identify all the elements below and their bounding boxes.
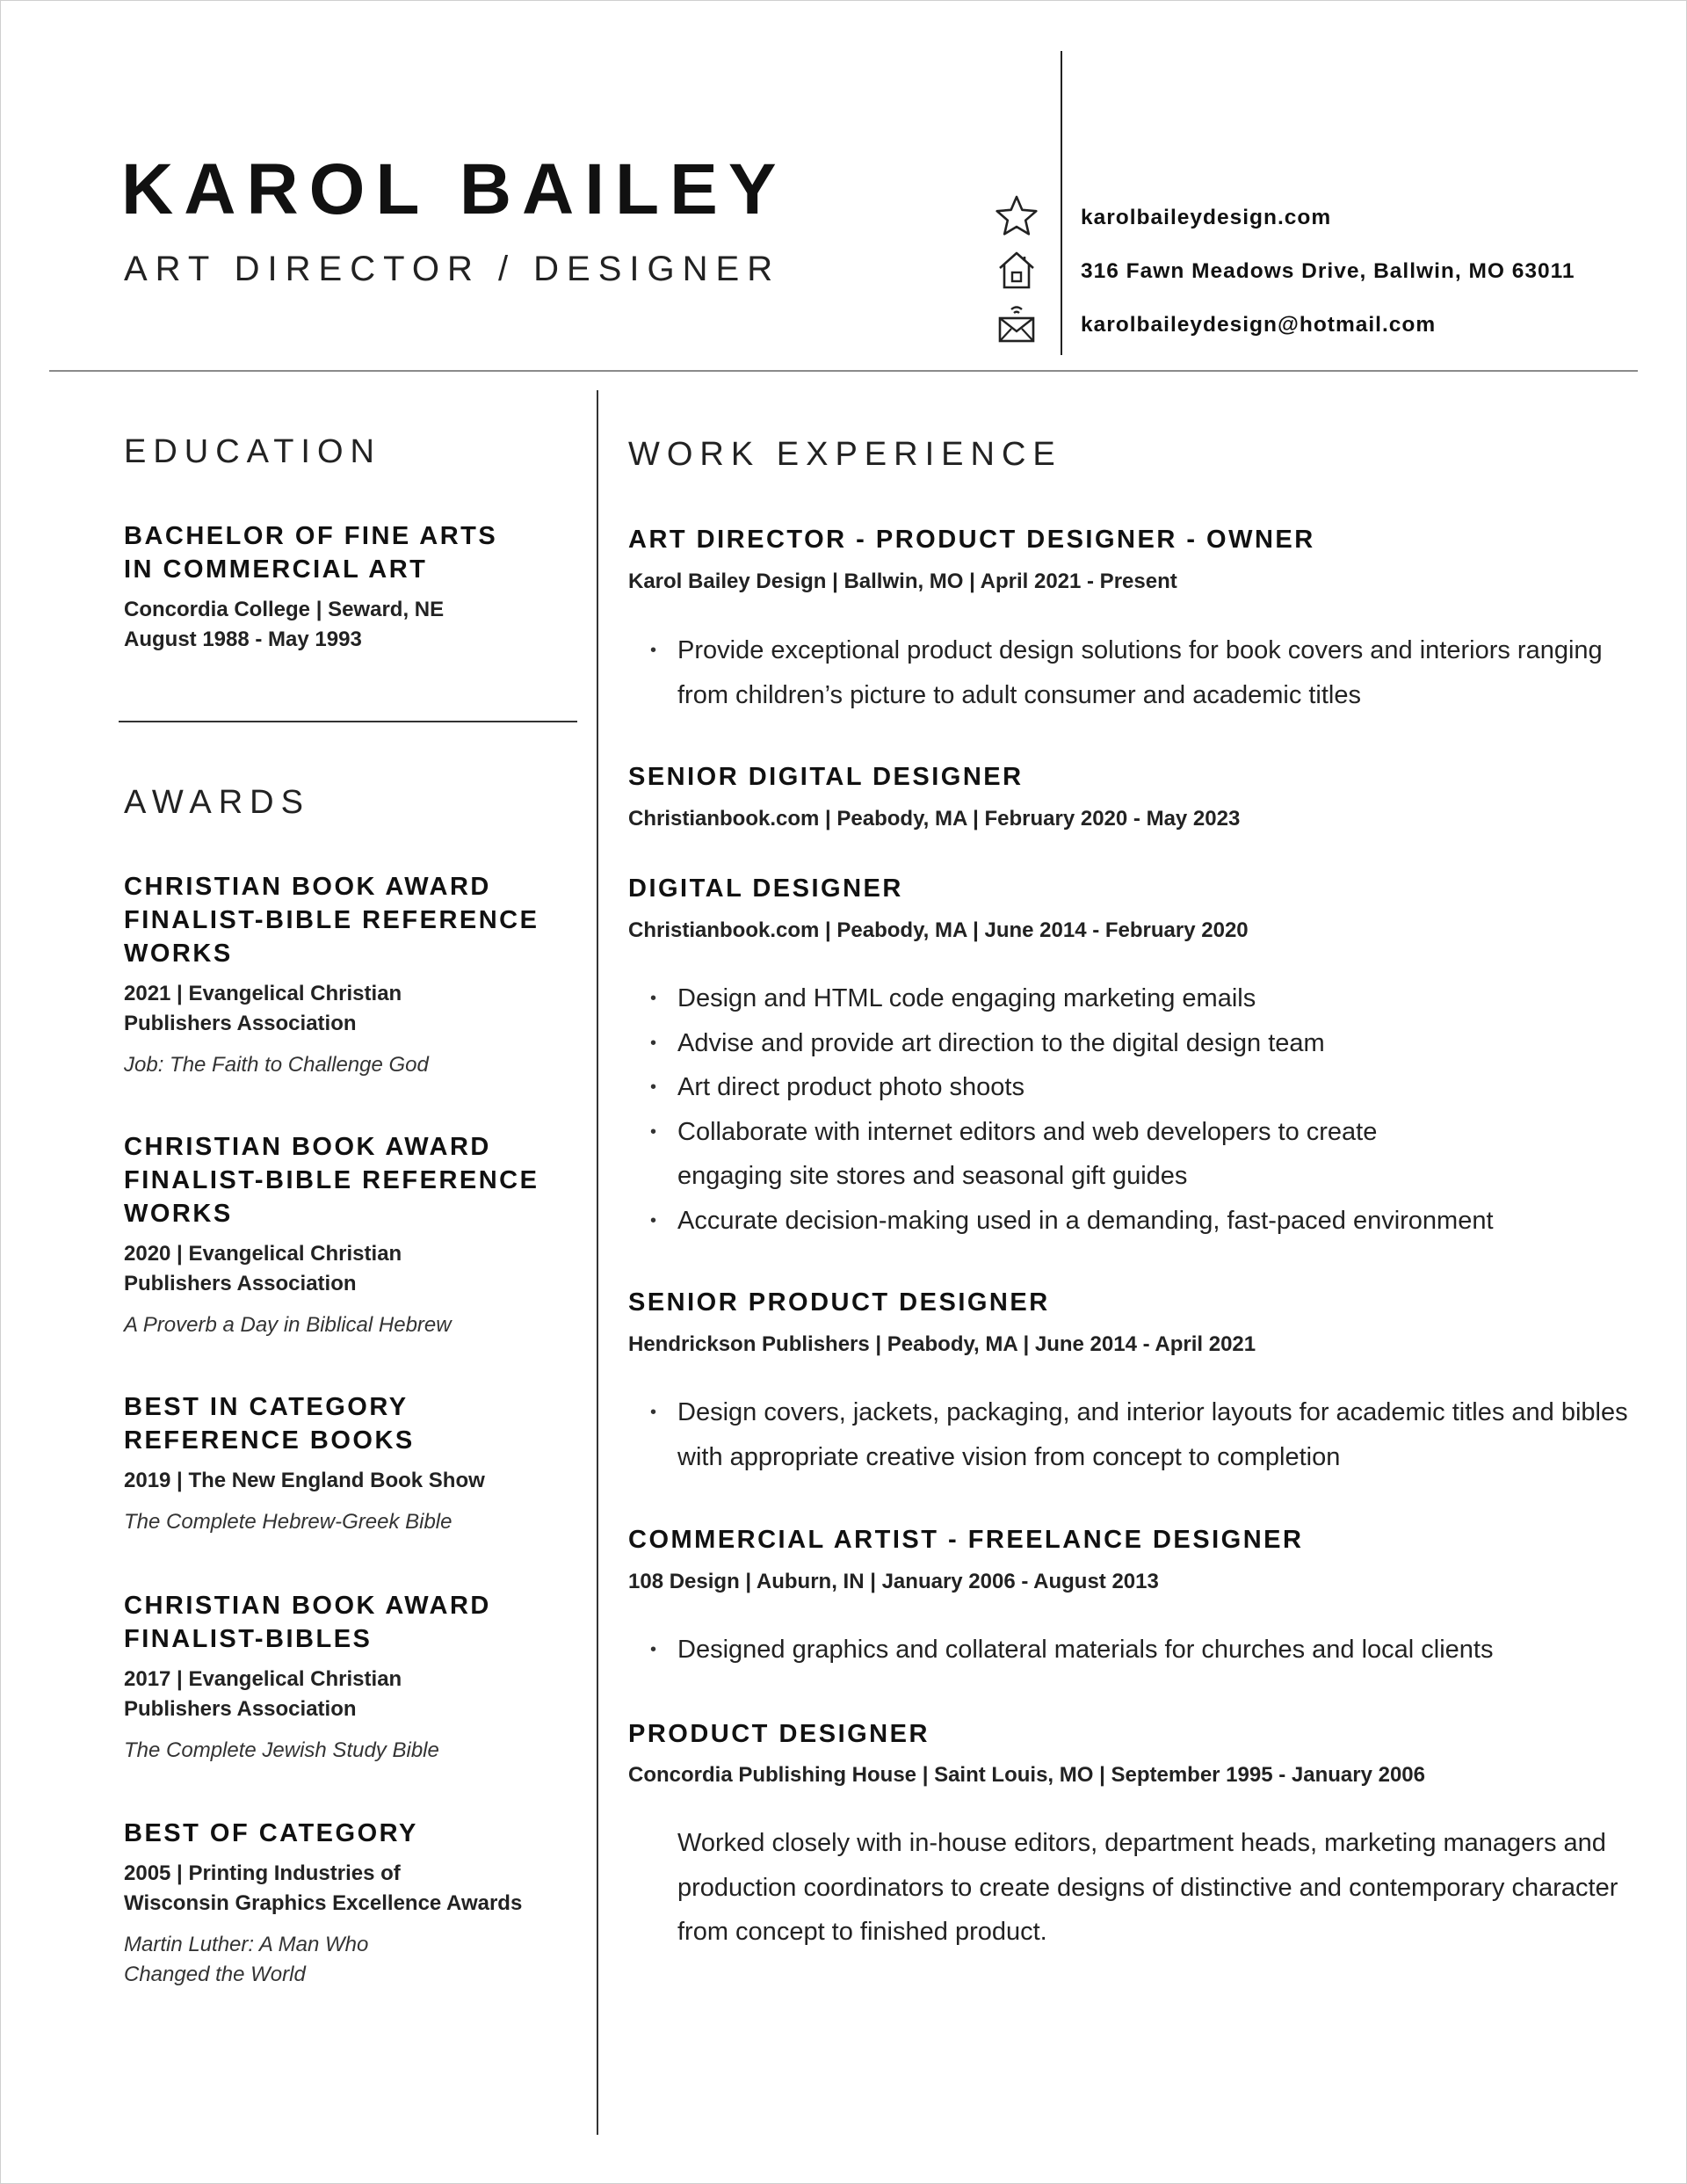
job-meta: Karol Bailey Design | Ballwin, MO | April 2021 - Present (628, 570, 1177, 593)
award-meta: Publishers Association (124, 1272, 357, 1295)
job-bullet: • Design and HTML code engaging marketing emails (650, 976, 1634, 1021)
candidate-name: KAROL BAILEY (121, 149, 787, 229)
job-bullets (650, 1628, 1634, 1672)
degree-line-1: BACHELOR OF FINE ARTS (124, 522, 498, 550)
home-icon (993, 246, 1040, 294)
job-title: COMMERCIAL ARTIST - FREELANCE DESIGNER (628, 1526, 1304, 1554)
award-title-line: FINALIST-BIBLE REFERENCE (124, 1166, 539, 1194)
job-bullet: • Collaborate with internet editors and web developers to create engaging site stores and seasonal gift guides (650, 1110, 1634, 1199)
mail-icon (993, 300, 1040, 347)
contact-website[interactable]: karolbaileydesign.com (1081, 206, 1332, 229)
award-item (124, 1390, 581, 1537)
job-title: SENIOR DIGITAL DESIGNER (628, 763, 1024, 791)
job-bullet: • Provide exceptional product design solutions for book covers and interiors ranging from children’s picture to adult consumer and academic titles (650, 628, 1634, 717)
contact-email[interactable]: karolbaileydesign@hotmail.com (1081, 313, 1437, 337)
award-title-line: REFERENCE BOOKS (124, 1426, 415, 1455)
award-meta: Wisconsin Graphics Excellence Awards (124, 1891, 523, 1915)
award-title-line: FINALIST-BIBLES (124, 1625, 373, 1653)
job-bullet: • Art direct product photo shoots (650, 1065, 1634, 1110)
education-dates: August 1988 - May 1993 (124, 628, 362, 651)
award-title-line: WORKS (124, 1200, 233, 1228)
award-title-line: FINALIST-BIBLE REFERENCE (124, 906, 539, 934)
award-title-line: BEST IN CATEGORY (124, 1393, 409, 1421)
star-icon (993, 192, 1040, 240)
job-title: SENIOR PRODUCT DESIGNER (628, 1288, 1050, 1317)
job-meta: 108 Design | Auburn, IN | January 2006 - August 2013 (628, 1570, 1159, 1593)
award-item (124, 1817, 581, 1990)
column-divider (597, 390, 598, 2135)
job-meta: Christianbook.com | Peabody, MA | June 2014 - February 2020 (628, 918, 1249, 942)
job-meta: Hendrickson Publishers | Peabody, MA | June 2014 - April 2021 (628, 1332, 1256, 1356)
award-title-line: CHRISTIAN BOOK AWARD (124, 1592, 491, 1620)
job-title: PRODUCT DESIGNER (628, 1720, 930, 1748)
experience-heading: WORK EXPERIENCE (628, 436, 1062, 473)
degree-line-2: IN COMMERCIAL ART (124, 555, 428, 584)
award-work: The Complete Hebrew-Greek Bible (124, 1510, 453, 1534)
job-meta: Christianbook.com | Peabody, MA | February 2020 - May 2023 (628, 807, 1241, 831)
job-bullet: • Advise and provide art direction to the digital design team (650, 1021, 1634, 1066)
job-bullet: • Design covers, jackets, packaging, and interior layouts for academic titles and bibles with appropriate creative vision from concept to completion (650, 1390, 1634, 1479)
header-divider-vertical (1061, 51, 1062, 355)
award-title-line: BEST OF CATEGORY (124, 1819, 418, 1847)
job-bullet: • Accurate decision-making used in a demanding, fast-paced environment (650, 1199, 1634, 1244)
award-item (124, 870, 581, 1080)
award-meta: 2019 | The New England Book Show (124, 1469, 485, 1492)
award-item (124, 1589, 581, 1766)
job-bullets (650, 976, 1634, 1243)
award-meta: 2021 | Evangelical Christian (124, 982, 402, 1005)
award-work: Changed the World (124, 1963, 306, 1986)
awards-heading: AWARDS (124, 784, 310, 821)
award-work: Job: The Faith to Challenge God (124, 1053, 429, 1077)
education-entry (124, 519, 581, 655)
award-meta: 2017 | Evangelical Christian (124, 1667, 402, 1691)
award-work: A Proverb a Day in Biblical Hebrew (124, 1313, 452, 1337)
job-description: Worked closely with in-house editors, department heads, marketing managers and production coordinators to create designs of distinctive and contemporary character from concept to finished product. (677, 1829, 1618, 1946)
job-title: ART DIRECTOR - PRODUCT DESIGNER - OWNER (628, 526, 1315, 554)
left-column-divider (119, 721, 577, 722)
award-work: The Complete Jewish Study Bible (124, 1738, 439, 1762)
job-meta: Concordia Publishing House | Saint Louis, MO | September 1995 - January 2006 (628, 1763, 1425, 1787)
job-bullets (650, 628, 1634, 717)
education-school: Concordia College | Seward, NE (124, 598, 445, 621)
award-meta: Publishers Association (124, 1697, 357, 1721)
award-title-line: CHRISTIAN BOOK AWARD (124, 1133, 491, 1161)
job-bullets (650, 1390, 1634, 1479)
award-title-line: CHRISTIAN BOOK AWARD (124, 873, 491, 901)
job-bullet: • Designed graphics and collateral materials for churches and local clients (650, 1628, 1634, 1672)
education-heading: EDUCATION (124, 433, 381, 470)
award-title-line: WORKS (124, 940, 233, 968)
header-divider-horizontal (49, 370, 1638, 372)
job-title: DIGITAL DESIGNER (628, 874, 903, 903)
award-meta: 2005 | Printing Industries of (124, 1861, 401, 1885)
contact-address: 316 Fawn Meadows Drive, Ballwin, MO 63011 (1081, 259, 1575, 283)
award-meta: 2020 | Evangelical Christian (124, 1242, 402, 1266)
candidate-title: ART DIRECTOR / DESIGNER (124, 250, 781, 288)
award-meta: Publishers Association (124, 1012, 357, 1035)
award-work: Martin Luther: A Man Who (124, 1933, 369, 1956)
award-item (124, 1130, 581, 1340)
